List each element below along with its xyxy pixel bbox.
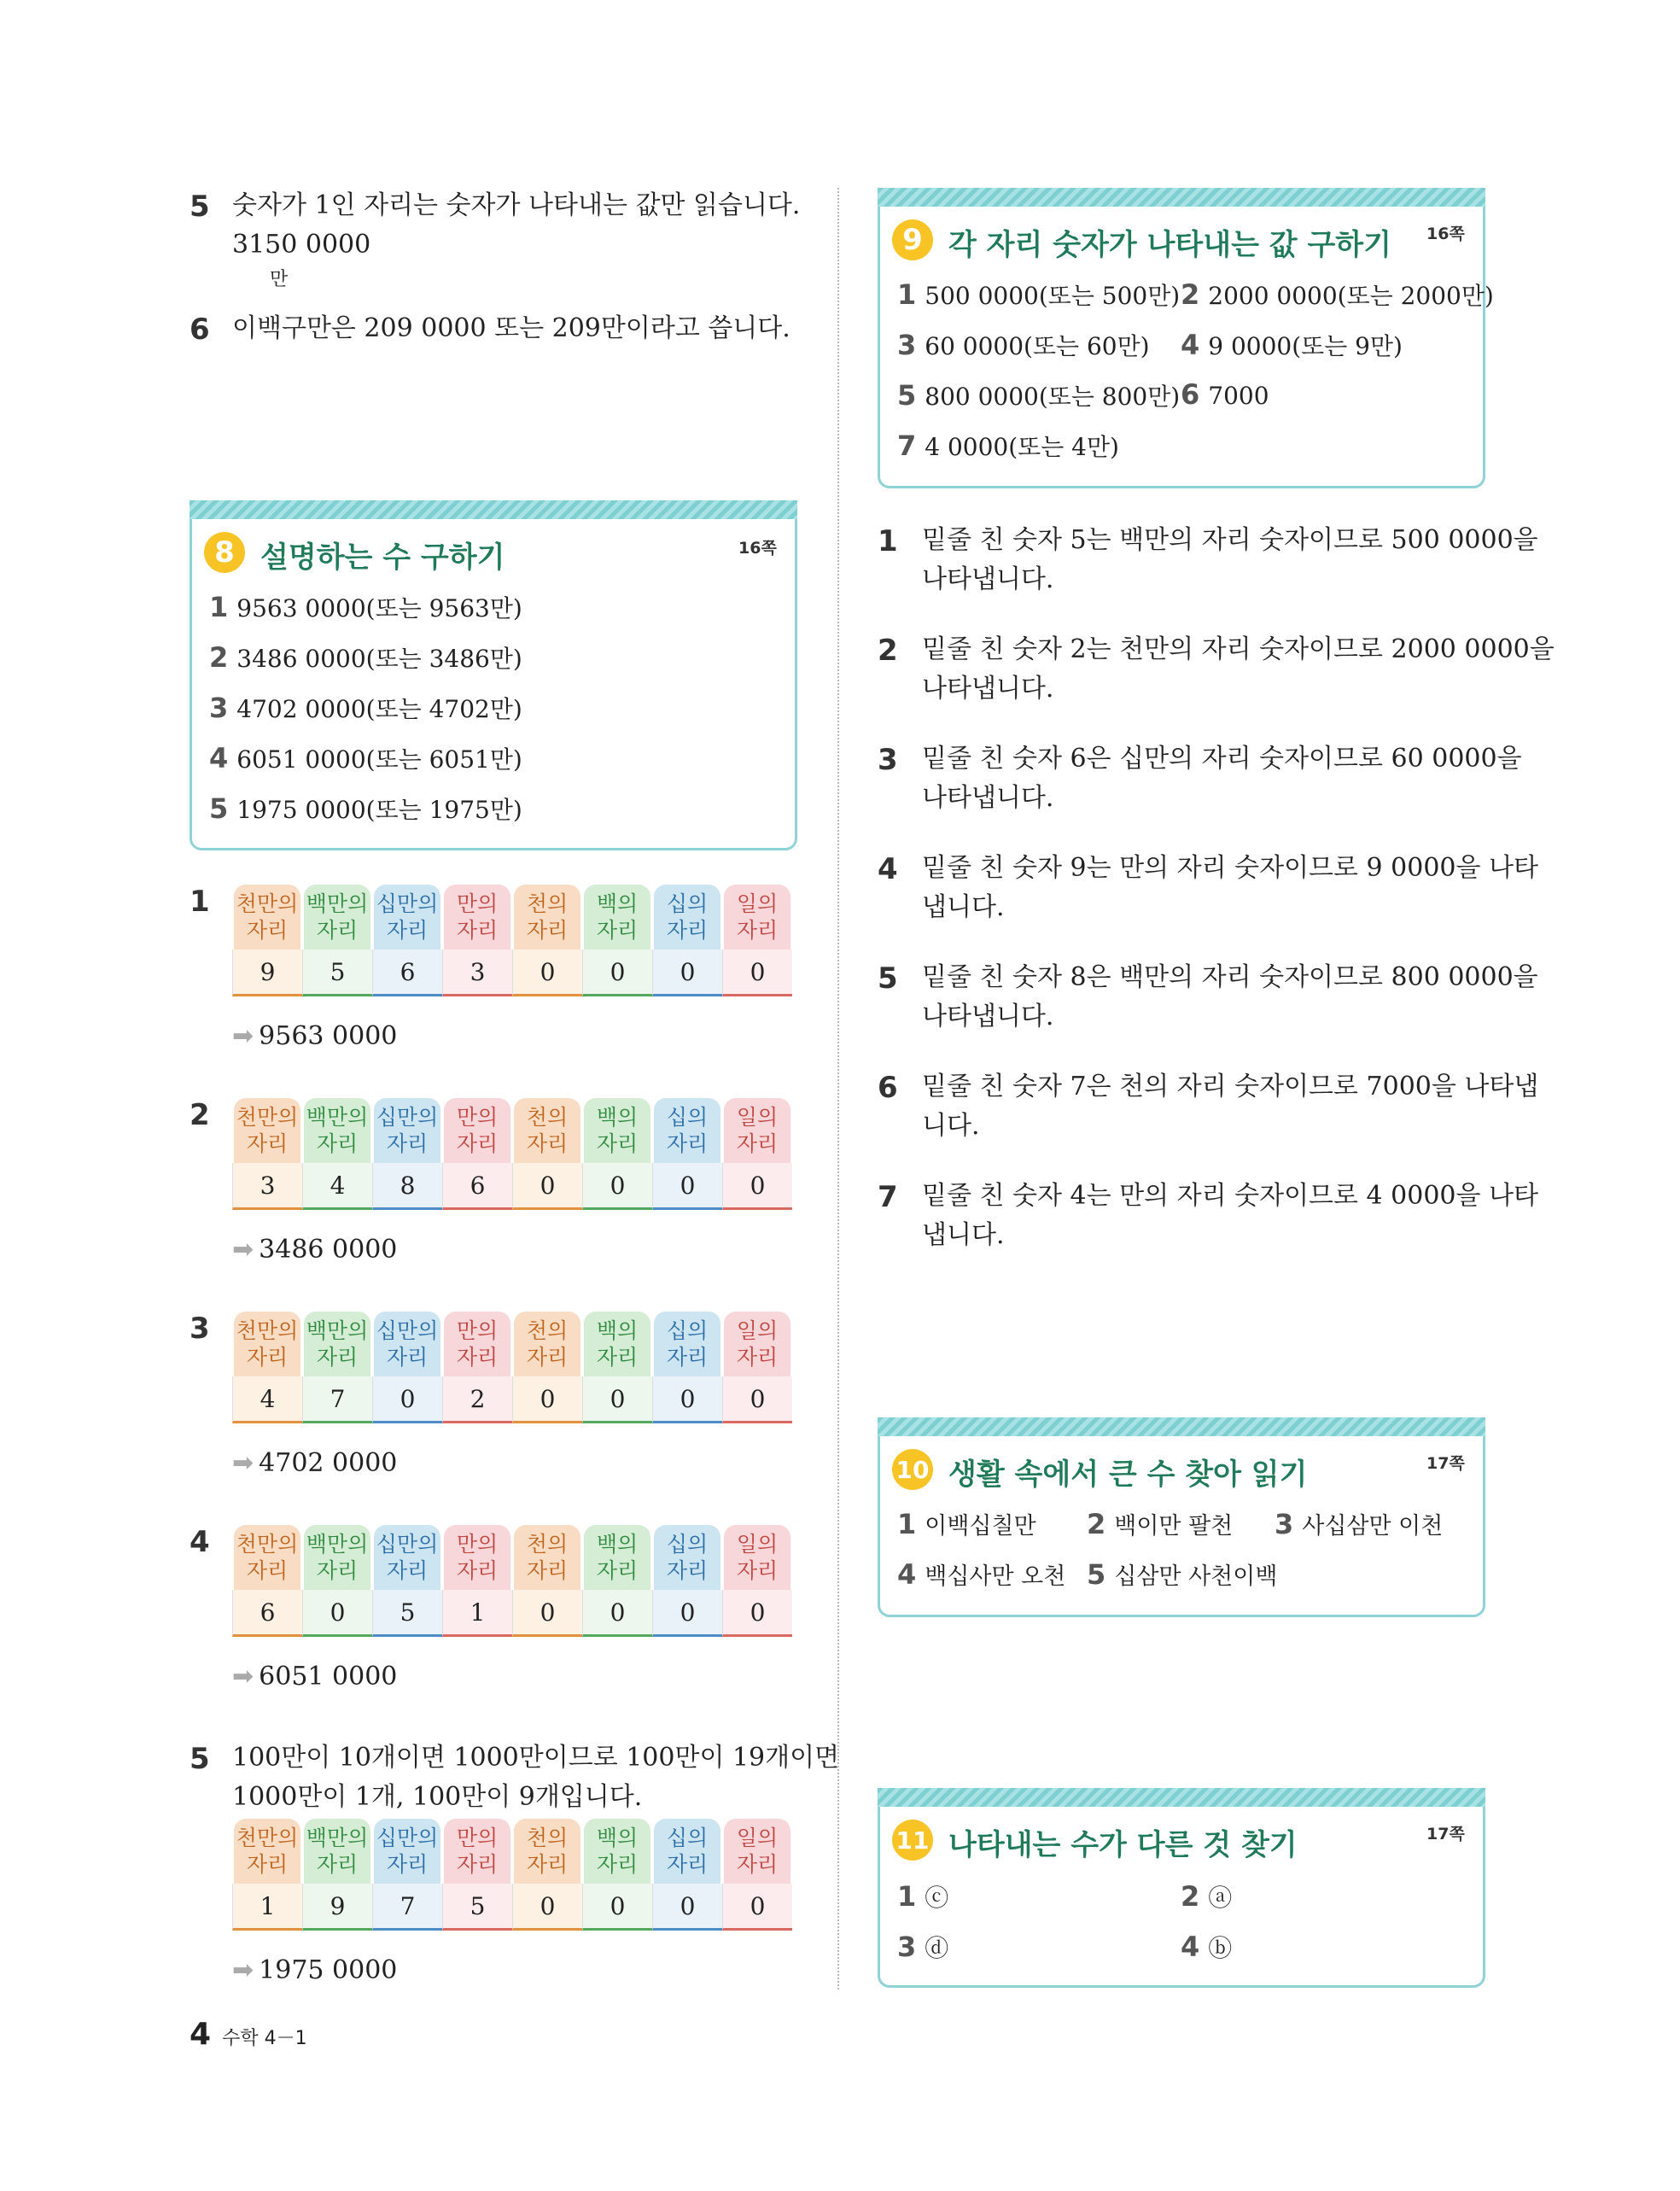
arrow-icon: ➡ [232, 1955, 254, 1985]
problem-number: 3 [190, 1312, 210, 1346]
section-badge: 10 [892, 1449, 933, 1490]
section-badge: 8 [204, 532, 245, 573]
digit-cell: 6 [232, 1590, 302, 1637]
digit-cell: 0 [722, 1884, 792, 1931]
place-header-text: 만의 [456, 1105, 499, 1130]
place-header-text: 천만의 [236, 1532, 299, 1557]
explanation-number: 1 [878, 524, 898, 558]
place-header-text: 천의 [526, 1532, 569, 1557]
problem-text-line: 1000만이 1개, 100만이 9개입니다. [232, 1782, 643, 1812]
place-header-text: 자리 [526, 1852, 569, 1877]
place-header-text: 십의 [666, 1318, 709, 1343]
digit-cell: 8 [372, 1163, 442, 1210]
place-header-text: 자리 [316, 1131, 359, 1156]
answer-box-11 [878, 1788, 1485, 1988]
place-header-text: 자리 [736, 918, 779, 943]
place-header-text: 자리 [456, 1345, 499, 1370]
problem-number: 1 [190, 885, 210, 919]
answer-item: 4 6051 0000(또는 6051만) [209, 742, 522, 774]
explanation-line: 냅니다. [922, 892, 1005, 922]
explanation-line: 밑줄 친 숫자 5는 백만의 자리 숫자이므로 500 0000을 [922, 525, 1538, 555]
place-header [724, 1819, 790, 1884]
place-header [374, 1819, 440, 1884]
place-header-text: 천의 [526, 1318, 569, 1343]
answer-item: 2 3486 0000(또는 3486만) [209, 641, 522, 674]
digit-cell: 6 [442, 1163, 512, 1210]
result-line: ➡ 1975 0000 [232, 1955, 398, 1985]
explanation-line: 밑줄 친 숫자 2는 천만의 자리 숫자이므로 2000 0000을 [922, 634, 1555, 664]
answer-box-8 [190, 500, 797, 850]
place-header-text: 천의 [526, 1105, 569, 1130]
answer-item: 3 60 0000(또는 60만) [897, 329, 1150, 361]
answer-box-9 [878, 188, 1494, 488]
place-header [374, 885, 440, 949]
place-header-text: 만의 [456, 1318, 499, 1343]
digit-cell: 0 [652, 1884, 722, 1931]
place-header [444, 1098, 510, 1163]
page-footer [190, 2017, 307, 2052]
digit-cell: 0 [372, 1376, 442, 1423]
digit-cell: 0 [722, 1376, 792, 1423]
place-header [234, 1819, 300, 1884]
place-header-text: 자리 [246, 1852, 289, 1877]
digit-cell: 7 [302, 1376, 372, 1423]
place-header [444, 885, 510, 949]
question-text: 숫자가 1인 자리는 숫자가 나타내는 값만 읽습니다. [232, 190, 801, 220]
digit-cell: 0 [582, 1590, 652, 1637]
place-header-text: 자리 [526, 918, 569, 943]
digit-cell: 0 [302, 1590, 372, 1637]
result-line: ➡ 4702 0000 [232, 1448, 398, 1478]
digit-cell: 4 [232, 1376, 302, 1423]
page-reference: 17쪽 [1426, 1454, 1465, 1473]
arrow-icon: ➡ [232, 1662, 254, 1691]
place-header [724, 1098, 790, 1163]
digit-cell: 0 [512, 1884, 582, 1931]
answer-item: 6 7000 [1181, 378, 1269, 411]
place-header-text: 자리 [316, 1852, 359, 1877]
place-header-text: 자리 [526, 1558, 569, 1583]
answer-item: 3 사십삼만 이천 [1275, 1508, 1444, 1540]
place-header-text: 천만의 [236, 1826, 299, 1850]
explanation-line: 나타냅니다. [922, 564, 1054, 594]
place-header-text: 백의 [596, 1318, 639, 1343]
section-title: 각 자리 숫자가 나타내는 값 구하기 [948, 228, 1391, 262]
digit-cell: 0 [582, 1163, 652, 1210]
place-header-text: 자리 [456, 1558, 499, 1583]
place-header-text: 백만의 [306, 1105, 369, 1130]
problem-text-line: 100만이 10개이면 1000만이므로 100만이 19개이면 [232, 1743, 840, 1773]
place-header [514, 1312, 580, 1376]
page-reference: 16쪽 [1426, 225, 1465, 243]
explanation-number: 6 [878, 1071, 898, 1105]
place-header-text: 만의 [456, 1826, 499, 1850]
place-header [234, 1312, 300, 1376]
place-header-text: 백의 [596, 1826, 639, 1850]
digit-cell: 0 [652, 1590, 722, 1637]
place-header-text: 자리 [456, 918, 499, 943]
problem-number: 5 [190, 1742, 210, 1776]
place-header [304, 1098, 370, 1163]
place-header-text: 자리 [246, 1345, 289, 1370]
answer-item: 3 ⓓ [897, 1931, 949, 1963]
place-header-text: 백만의 [306, 1826, 369, 1850]
place-header-text: 백의 [596, 891, 639, 916]
place-header [304, 885, 370, 949]
place-value-table [232, 1098, 792, 1210]
place-header-text: 백만의 [306, 1318, 369, 1343]
digit-cell: 0 [582, 1884, 652, 1931]
place-header-text: 백만의 [306, 891, 369, 916]
digit-cell: 0 [512, 1376, 582, 1423]
answer-item: 1 ⓒ [897, 1880, 949, 1913]
result-line: ➡ 3486 0000 [232, 1235, 398, 1265]
explanation-number: 2 [878, 634, 898, 668]
answer-item: 5 십삼만 사천이백 [1087, 1558, 1278, 1591]
digit-cell: 0 [652, 1376, 722, 1423]
place-header [444, 1819, 510, 1884]
question-number: 6 [190, 313, 210, 347]
digit-cell: 4 [302, 1163, 372, 1210]
place-header-text: 백의 [596, 1105, 639, 1130]
place-header [234, 1525, 300, 1590]
place-header-text: 십만의 [376, 1105, 439, 1130]
place-header-text: 자리 [316, 1558, 359, 1583]
place-header [654, 1312, 720, 1376]
problem-number: 2 [190, 1098, 210, 1132]
digit-cell: 0 [722, 1163, 792, 1210]
place-header [514, 1819, 580, 1884]
place-header-text: 자리 [596, 918, 639, 943]
place-header [724, 1525, 790, 1590]
answer-item: 1 이백십칠만 [897, 1508, 1036, 1540]
unit-note: 만 [270, 269, 289, 290]
explanation-number: 3 [878, 743, 898, 777]
explanation-number: 4 [878, 852, 898, 886]
explanation-line: 나타냅니다. [922, 674, 1054, 704]
place-header-text: 백의 [596, 1532, 639, 1557]
place-header-text: 자리 [456, 1852, 499, 1877]
place-header-text: 자리 [386, 1131, 429, 1156]
place-header [724, 885, 790, 949]
place-header [514, 1098, 580, 1163]
box-header-stripe [878, 1788, 1485, 1807]
place-header-text: 자리 [386, 1852, 429, 1877]
place-header-text: 자리 [596, 1852, 639, 1877]
page-number: 4 [190, 2017, 212, 2052]
digit-cell: 0 [652, 949, 722, 996]
digit-cell: 9 [232, 949, 302, 996]
place-header [514, 1525, 580, 1590]
place-header [654, 885, 720, 949]
box-header-stripe [878, 188, 1485, 207]
place-header-text: 자리 [526, 1345, 569, 1370]
explanation-number: 7 [878, 1180, 898, 1214]
explanation-line: 밑줄 친 숫자 9는 만의 자리 숫자이므로 9 0000을 나타 [922, 853, 1538, 883]
place-header-text: 자리 [246, 1558, 289, 1583]
place-header-text: 천의 [526, 891, 569, 916]
box-header-stripe [878, 1417, 1485, 1436]
question-text: 이백구만은 209 0000 또는 209만이라고 씁니다. [232, 313, 790, 343]
answer-item: 5 800 0000(또는 800만) [897, 379, 1181, 412]
place-header-text: 자리 [246, 918, 289, 943]
place-header [444, 1312, 510, 1376]
digit-cell: 0 [582, 1376, 652, 1423]
place-header-text: 십의 [666, 1105, 709, 1130]
place-header [234, 1098, 300, 1163]
digit-cell: 5 [442, 1884, 512, 1931]
answer-box-10 [878, 1417, 1485, 1617]
digit-cell: 0 [512, 949, 582, 996]
answer-item: 7 4 0000(또는 4만) [897, 429, 1119, 462]
place-header-text: 자리 [736, 1345, 779, 1370]
place-header [584, 1525, 650, 1590]
place-header-text: 십의 [666, 1826, 709, 1850]
digit-cell: 0 [512, 1163, 582, 1210]
answer-item: 4 9 0000(또는 9만) [1181, 329, 1403, 361]
place-header-text: 자리 [736, 1558, 779, 1583]
explanation-line: 나타냅니다. [922, 783, 1054, 813]
place-value-table [232, 1525, 792, 1637]
place-header-text: 천의 [526, 1826, 569, 1850]
digit-cell: 0 [652, 1163, 722, 1210]
section-badge: 9 [892, 219, 933, 260]
place-header-text: 십만의 [376, 1532, 439, 1557]
place-header [374, 1098, 440, 1163]
digit-cell: 0 [722, 1590, 792, 1637]
place-header-text: 자리 [596, 1558, 639, 1583]
place-header-text: 자리 [386, 1345, 429, 1370]
place-header-text: 자리 [666, 1852, 709, 1877]
place-header-text: 자리 [526, 1131, 569, 1156]
answer-item: 2 ⓐ [1181, 1880, 1233, 1913]
place-value-table [232, 1819, 792, 1931]
place-header [584, 1312, 650, 1376]
arrow-icon: ➡ [232, 1235, 254, 1265]
result-line: ➡ 9563 0000 [232, 1021, 398, 1051]
place-header-text: 백만의 [306, 1532, 369, 1557]
place-header-text: 만의 [456, 891, 499, 916]
explanation-line: 밑줄 친 숫자 8은 백만의 자리 숫자이므로 800 0000을 [922, 962, 1538, 992]
place-header-text: 십의 [666, 1532, 709, 1557]
place-header-text: 십만의 [376, 891, 439, 916]
digit-cell: 0 [722, 949, 792, 996]
question-number: 5 [190, 190, 210, 224]
answer-item: 2 백이만 팔천 [1087, 1508, 1234, 1540]
explanation-number: 5 [878, 961, 898, 996]
digit-cell: 5 [372, 1590, 442, 1637]
answer-item: 1 9563 0000(또는 9563만) [209, 591, 522, 623]
answer-item: 5 1975 0000(또는 1975만) [209, 792, 522, 825]
place-header-text: 일의 [736, 1105, 779, 1130]
answer-item: 4 백십사만 오천 [897, 1558, 1066, 1591]
place-header-text: 자리 [386, 1558, 429, 1583]
result-line: ➡ 6051 0000 [232, 1662, 398, 1691]
arrow-icon: ➡ [232, 1448, 254, 1478]
digit-cell: 1 [232, 1884, 302, 1931]
explanation-line: 밑줄 친 숫자 4는 만의 자리 숫자이므로 4 0000을 나타 [922, 1181, 1538, 1211]
place-header-text: 일의 [736, 891, 779, 916]
place-header-text: 자리 [666, 1345, 709, 1370]
answer-item: 2 2000 0000(또는 2000만) [1181, 278, 1494, 311]
digit-cell: 3 [232, 1163, 302, 1210]
problem-number: 4 [190, 1525, 210, 1559]
place-header-text: 자리 [736, 1852, 779, 1877]
place-header [374, 1312, 440, 1376]
explanation-line: 냅니다. [922, 1220, 1005, 1250]
place-header [514, 885, 580, 949]
place-header-text: 일의 [736, 1826, 779, 1850]
place-header [724, 1312, 790, 1376]
place-header [654, 1819, 720, 1884]
place-value-table [232, 1312, 792, 1423]
place-header-text: 십의 [666, 891, 709, 916]
page-reference: 16쪽 [738, 539, 777, 558]
place-header [584, 885, 650, 949]
digit-cell: 1 [442, 1590, 512, 1637]
place-header [584, 1098, 650, 1163]
explanation-line: 니다. [922, 1111, 980, 1141]
section-title: 생활 속에서 큰 수 찾아 읽기 [948, 1458, 1308, 1492]
column-divider [837, 188, 839, 1989]
place-header-text: 자리 [316, 918, 359, 943]
place-header [234, 885, 300, 949]
place-header-text: 일의 [736, 1532, 779, 1557]
place-header [304, 1525, 370, 1590]
place-header-text: 자리 [386, 918, 429, 943]
place-header-text: 자리 [666, 1558, 709, 1583]
place-header-text: 자리 [246, 1131, 289, 1156]
place-header-text: 만의 [456, 1532, 499, 1557]
place-header-text: 자리 [666, 918, 709, 943]
box-header-stripe [190, 500, 797, 519]
place-header-text: 천만의 [236, 1105, 299, 1130]
section-badge: 11 [892, 1820, 933, 1861]
digit-cell: 6 [372, 949, 442, 996]
explanation-line: 밑줄 친 숫자 7은 천의 자리 숫자이므로 7000을 나타냅 [922, 1072, 1539, 1101]
digit-cell: 3 [442, 949, 512, 996]
place-header-text: 자리 [666, 1131, 709, 1156]
explanation-line: 밑줄 친 숫자 6은 십만의 자리 숫자이므로 60 0000을 [922, 744, 1522, 774]
place-header-text: 자리 [456, 1131, 499, 1156]
place-header [304, 1819, 370, 1884]
arrow-icon: ➡ [232, 1021, 254, 1051]
place-header-text: 일의 [736, 1318, 779, 1343]
place-header [654, 1525, 720, 1590]
place-header-text: 자리 [596, 1131, 639, 1156]
place-header [374, 1525, 440, 1590]
answer-item: 4 ⓑ [1181, 1931, 1233, 1963]
answer-item: 1 500 0000(또는 500만) [897, 278, 1181, 311]
digit-cell: 0 [582, 949, 652, 996]
place-header-text: 자리 [316, 1345, 359, 1370]
book-title: 수학 4－1 [222, 2028, 307, 2049]
place-header-text: 십만의 [376, 1318, 439, 1343]
digit-cell: 9 [302, 1884, 372, 1931]
place-header-text: 자리 [596, 1345, 639, 1370]
answer-item: 3 4702 0000(또는 4702만) [209, 692, 522, 724]
place-value-table [232, 885, 792, 996]
place-header [444, 1525, 510, 1590]
place-header [654, 1098, 720, 1163]
place-header-text: 자리 [736, 1131, 779, 1156]
digit-cell: 5 [302, 949, 372, 996]
question-number-value: 3150 0000 [232, 230, 371, 260]
place-header-text: 천만의 [236, 1318, 299, 1343]
section-title: 설명하는 수 구하기 [260, 540, 505, 575]
place-header [584, 1819, 650, 1884]
explanation-line: 나타냅니다. [922, 1002, 1054, 1031]
place-header-text: 십만의 [376, 1826, 439, 1850]
place-header-text: 천만의 [236, 891, 299, 916]
digit-cell: 0 [512, 1590, 582, 1637]
place-header [304, 1312, 370, 1376]
digit-cell: 7 [372, 1884, 442, 1931]
page-reference: 17쪽 [1426, 1825, 1465, 1843]
digit-cell: 2 [442, 1376, 512, 1423]
section-title: 나타내는 수가 다른 것 찾기 [948, 1828, 1298, 1862]
